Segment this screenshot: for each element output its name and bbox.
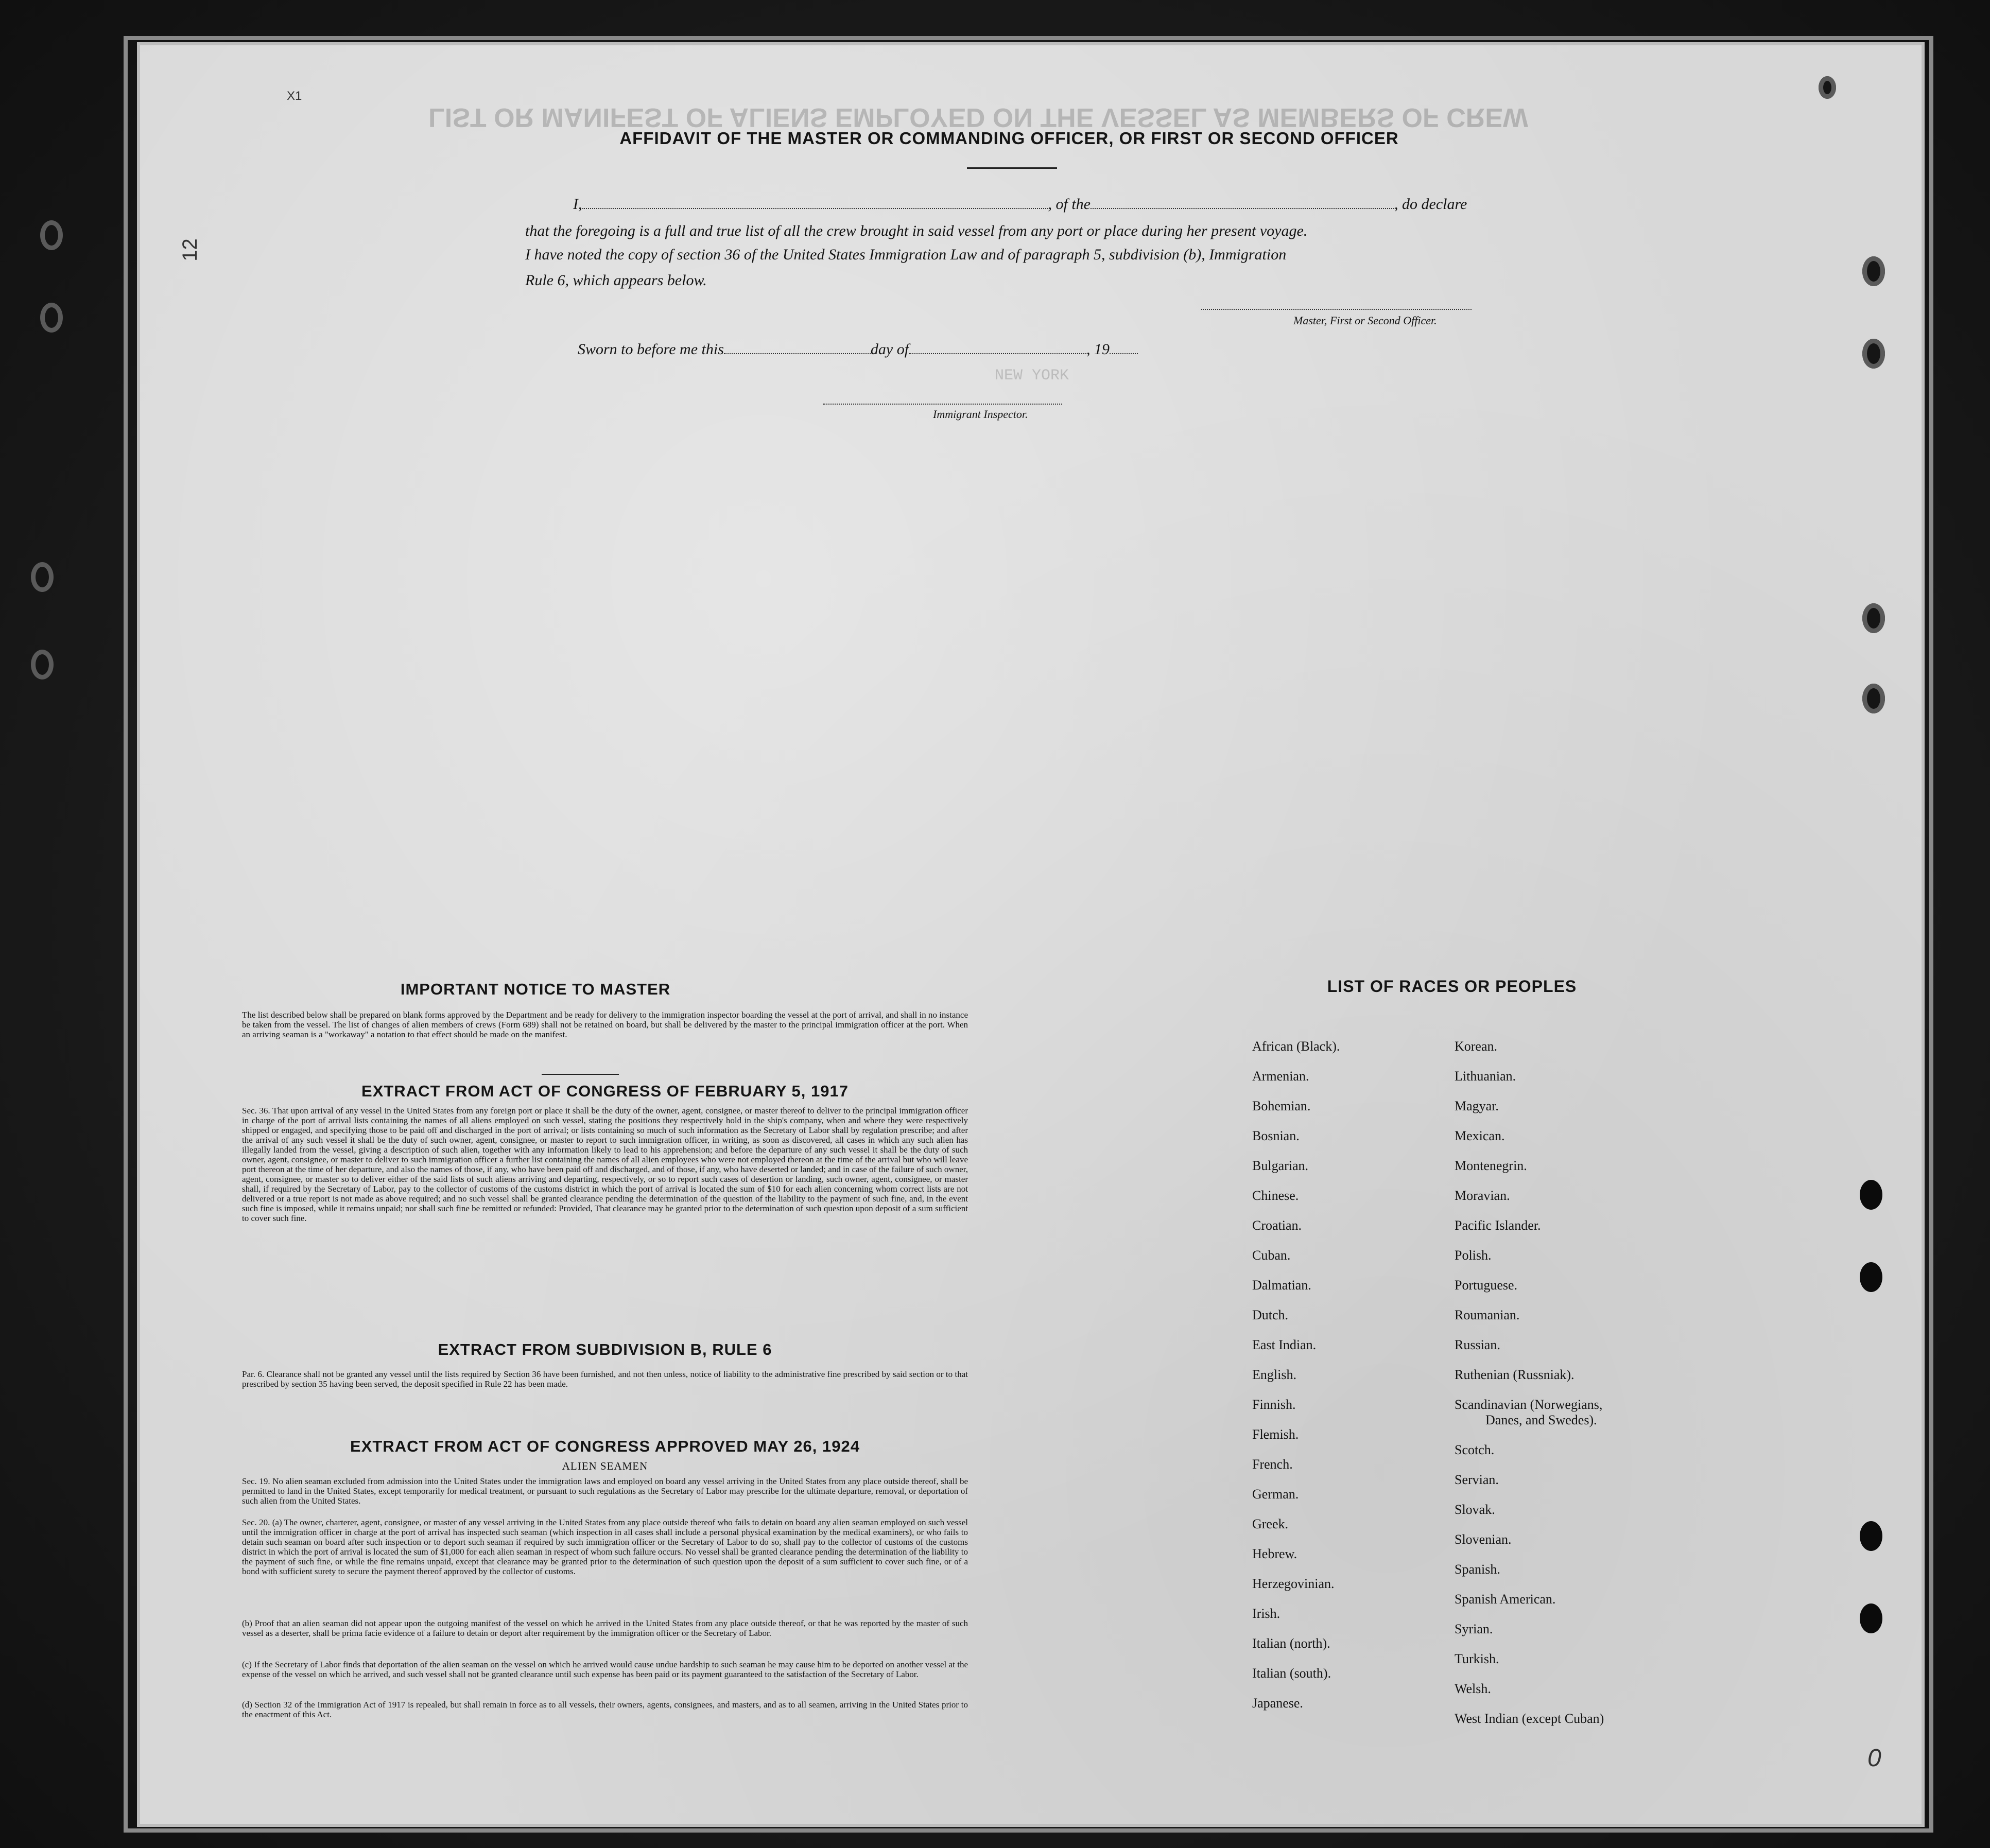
punch-hole (1860, 1521, 1882, 1551)
race-item: Danes, and Swedes). (1485, 1413, 1597, 1427)
punch-hole (1862, 603, 1885, 633)
race-item: Spanish. (1455, 1562, 1500, 1577)
race-item: Slovak. (1455, 1502, 1495, 1517)
race-item: Cuban. (1252, 1248, 1291, 1263)
race-item: Bosnian. (1252, 1128, 1300, 1143)
punch-hole (1862, 684, 1885, 713)
title-rule (967, 167, 1057, 169)
race-item: Herzegovinian. (1252, 1576, 1335, 1591)
race-item: Russian. (1455, 1337, 1500, 1352)
race-item: Chinese. (1252, 1188, 1299, 1203)
name-blank (582, 205, 1048, 209)
race-item: Moravian. (1455, 1188, 1510, 1203)
punch-hole (40, 220, 63, 250)
race-item: Magyar. (1455, 1099, 1499, 1113)
race-item: Roumanian. (1455, 1307, 1520, 1322)
punch-hole (31, 562, 54, 592)
race-item: Welsh. (1455, 1681, 1491, 1696)
act1924-sec19: Sec. 19. No alien seaman excluded from admission into the United States under the immigration laws and employed on board any vessel arriving in the United States from any place outside thereof, shall be permitted to land in the United States, except temporarily for medical treatment, or pursuant to such regulations as the Secretary of Labor may prescribe for the ultimate departure, removal, or deportation of such alien from the United States. (242, 1476, 968, 1506)
race-item: Turkish. (1455, 1651, 1499, 1666)
affidavit-declare: , do declare (1394, 196, 1467, 213)
race-item: Bulgarian. (1252, 1158, 1309, 1173)
sworn-blank-a (724, 350, 871, 354)
race-item: Portuguese. (1455, 1278, 1518, 1293)
race-item: Armenian. (1252, 1069, 1309, 1084)
race-item: Hebrew. (1252, 1546, 1297, 1561)
rule6-title: EXTRACT FROM SUBDIVISION B, RULE 6 (438, 1340, 772, 1358)
punch-hole (1860, 1180, 1882, 1210)
rule6-body: Par. 6. Clearance shall not be granted any vessel until the lists required by Section 36 have been furnished, and not then unless, notice of liability to the administrative fine prescribed by said section or to that prescribed by section 35 having been served, the deposit specified in Rule 22 has been made. (242, 1369, 968, 1389)
sworn-label-a: Sworn to before me this (578, 341, 724, 358)
master-signature-line (1201, 306, 1472, 310)
race-item: Slovenian. (1455, 1532, 1512, 1547)
sworn-label-c: , 19 (1086, 341, 1110, 358)
margin-mark-left: 12 (178, 238, 201, 261)
bleedthrough-title: LIST OR MANIFEST OF ALIENS EMPLOYED ON THE VESSEL AS MEMBERS OF CREW (428, 102, 1528, 132)
race-item: French. (1252, 1457, 1293, 1472)
act1924-title: EXTRACT FROM ACT OF CONGRESS APPROVED MAY 26, 1924 (350, 1437, 860, 1455)
punch-hole (1860, 1262, 1882, 1292)
race-item: Lithuanian. (1455, 1069, 1516, 1084)
race-item: West Indian (except Cuban) (1455, 1711, 1604, 1726)
race-item: Pacific Islander. (1455, 1218, 1541, 1233)
sworn-blank-c (1110, 350, 1138, 354)
margin-mark-bottom-right: 0 (1867, 1745, 1881, 1772)
act1924-sec20c: (c) If the Secretary of Labor finds that deportation of the alien seaman on the vessel on which he arrived would cause undue hardship to such seaman he may cause him to be deported on another vessel at the expense of the vessel on which he arrived, and such vessel shall not be granted clearance until such expense has been paid or its payment guaranteed to the satisfaction of the Secretary of Labor. (242, 1660, 968, 1679)
race-item: German. (1252, 1487, 1299, 1502)
act1917-title: EXTRACT FROM ACT OF CONGRESS OF FEBRUARY 5, 1917 (361, 1082, 849, 1100)
punch-hole (1860, 1603, 1882, 1633)
race-item: Italian (north). (1252, 1636, 1330, 1651)
race-item: Servian. (1455, 1472, 1499, 1487)
bleedthrough-port: NEW YORK (995, 367, 1069, 385)
master-signature-label: Master, First or Second Officer. (1293, 314, 1437, 327)
act1924-subtitle: ALIEN SEAMEN (562, 1460, 648, 1472)
rule (542, 1074, 619, 1075)
affidavit-line-1 (573, 196, 1467, 213)
notice-title: IMPORTANT NOTICE TO MASTER (400, 980, 671, 998)
punch-hole (1819, 76, 1836, 99)
notice-body: The list described below shall be prepared on blank forms approved by the Department and be ready for delivery to the immigration inspector boarding the vessel at the port of arrival, and shall in no instance be taken from the vessel. The list of changes of alien members of crews (Form 689) shall not be retained on board, but shall be delivered by the master to the principal immigration officer at the port. When an arriving seaman is a "workaway" a notation to that effect should be made on the manifest. (242, 1010, 968, 1039)
race-item: Greek. (1252, 1516, 1289, 1531)
race-item: Japanese. (1252, 1696, 1303, 1711)
race-item: Korean. (1455, 1039, 1498, 1054)
affidavit-line-2: that the foregoing is a full and true list of all the crew brought in said vessel from any port or place during her present voyage. (525, 222, 1308, 239)
race-item: Irish. (1252, 1606, 1280, 1621)
act1917-body: Sec. 36. That upon arrival of any vessel in the United States from any foreign port or place it shall be the duty of the owner, agent, consignee, or master thereof to deliver to the principal immigration officer in charge of the port of arrival lists containing the names of all aliens employed on such vessel, stating the positions they respectively hold in the ship's company, when and where they were respectively shipped or engaged, and specifying those to be paid off and discharged in the port of arrival; or lists containing so much of such information as the Secretary of Labor shall by regulation prescribe; and after the arrival of any such vessel it shall be the duty of such owner, agent, consignee, or master to report to such immigration officer, in writing, as soon as discovered, all cases in which any such alien has illegally landed from the vessel, giving a description of such alien, together with any information likely to lead to his apprehension; and before the departure of any such vessel it shall be the duty of such owner, agent, consignee, or master to deliver to such immigration officer a further list containing the names of all alien employees who were not employed thereon at the time of the arrival but who will leave port thereon at the time of her departure, and also the names of those, if any, who have been paid off and discharged, and of those, if any, who have deserted or landed; and in case of the failure of such owner, agent, consignee, or master so to deliver either of the said lists of such aliens arriving and departing, respectively, or so to report such cases of desertion or landing, such owner, agent, consignee, or master shall, if required by the Secretary of Labor, pay to the collector of customs of the customs district in which the port of arrival is located the sum of $10 for each alien concerning whom correct lists are not delivered or a true report is not made as above required; and no such vessel shall be granted clearance pending the determination of the question of the liability to the payment of such fine, and, in the event such fine is imposed, while it remains unpaid; nor shall such fine be remitted or refunded: Provided, That clearance may be granted prior to the determination of such question upon deposit of a sum sufficient to cover such fine. (242, 1106, 968, 1223)
affidavit-line-4: Rule 6, which appears below. (525, 272, 707, 289)
act1924-sec20b: (b) Proof that an alien seaman did not appear upon the outgoing manifest of the vessel on which he arrived in the United States from any place outside thereof, or that he was reported by the master of such vessel as a deserter, shall be prima facie evidence of a failure to detain or deport after requirement by the immigration officer or the Secretary of Labor. (242, 1618, 968, 1638)
race-item: Dutch. (1252, 1307, 1289, 1322)
races-column-1 (1252, 1040, 1340, 1727)
punch-hole (40, 303, 63, 333)
race-item: Scandinavian (Norwegians, (1455, 1397, 1603, 1412)
punch-hole (31, 650, 54, 679)
act1924-sec20a: Sec. 20. (a) The owner, charterer, agent, consignee, or master of any vessel arriving in the United States from any place outside thereof who fails to detain on board any alien seaman employed on such vessel until the immigration officer in charge at the port of arrival has inspected such seaman (which inspection in all cases shall include a personal physical examination by the medical examiners), or who fails to detain such seaman on board after such inspection or to deport such seaman if required by such immigration officer or the Secretary of Labor to do so, shall pay to the collector of customs of the customs district in which the port of arrival is located the sum of $1,000 for each alien seaman in respect of whom such failure occurs. No vessel shall be granted clearance pending the determination of the liability to the payment of such fine, or while the fine remains unpaid, except that clearance may be granted prior to the determination of such question upon the deposit of a sum sufficient to cover such fine, or of a bond with sufficient surety to secure the payment thereof approved by the collector of customs. (242, 1518, 968, 1576)
affidavit-title: AFFIDAVIT OF THE MASTER OR COMMANDING OFFICER, OR FIRST OR SECOND OFFICER (619, 129, 1399, 148)
inspector-signature-line (823, 400, 1062, 405)
races-column-2 (1455, 1040, 1604, 1742)
race-item: Montenegrin. (1455, 1158, 1527, 1173)
races-title: LIST OF RACES OR PEOPLES (1327, 977, 1577, 996)
margin-mark-top-left: X1 (287, 89, 302, 103)
race-item: Dalmatian. (1252, 1278, 1311, 1293)
race-item: Finnish. (1252, 1397, 1296, 1412)
punch-hole (1862, 256, 1885, 286)
race-item: East Indian. (1252, 1337, 1317, 1352)
race-item: Syrian. (1455, 1622, 1493, 1636)
race-item: African (Black). (1252, 1039, 1340, 1054)
affidavit-line-3: I have noted the copy of section 36 of the United States Immigration Law and of paragraph 5, subdivision (b), Immigration (525, 246, 1287, 263)
sworn-line (578, 341, 1138, 358)
race-item: Ruthenian (Russniak). (1455, 1367, 1574, 1382)
race-item: Bohemian. (1252, 1099, 1311, 1113)
race-item: Polish. (1455, 1248, 1492, 1263)
vessel-blank (1091, 205, 1394, 209)
sworn-label-b: day of (870, 341, 909, 358)
race-item: Scotch. (1455, 1442, 1495, 1457)
sworn-blank-b (909, 350, 1086, 354)
race-item: Flemish. (1252, 1427, 1299, 1442)
race-item: Mexican. (1455, 1128, 1505, 1143)
act1924-sec20d: (d) Section 32 of the Immigration Act of 1917 is repealed, but shall remain in force as to all vessels, their owners, agents, consignees, and masters, and as to all seamen, arriving in the United States prior to the enactment of this Act. (242, 1700, 968, 1719)
affidavit-of: , of the (1048, 196, 1091, 213)
affidavit-i: I, (573, 196, 582, 213)
race-item: Spanish American. (1455, 1592, 1556, 1607)
race-item: English. (1252, 1367, 1296, 1382)
punch-hole (1862, 339, 1885, 369)
race-item: Croatian. (1252, 1218, 1302, 1233)
race-item: Italian (south). (1252, 1666, 1331, 1681)
inspector-label: Immigrant Inspector. (933, 408, 1028, 421)
